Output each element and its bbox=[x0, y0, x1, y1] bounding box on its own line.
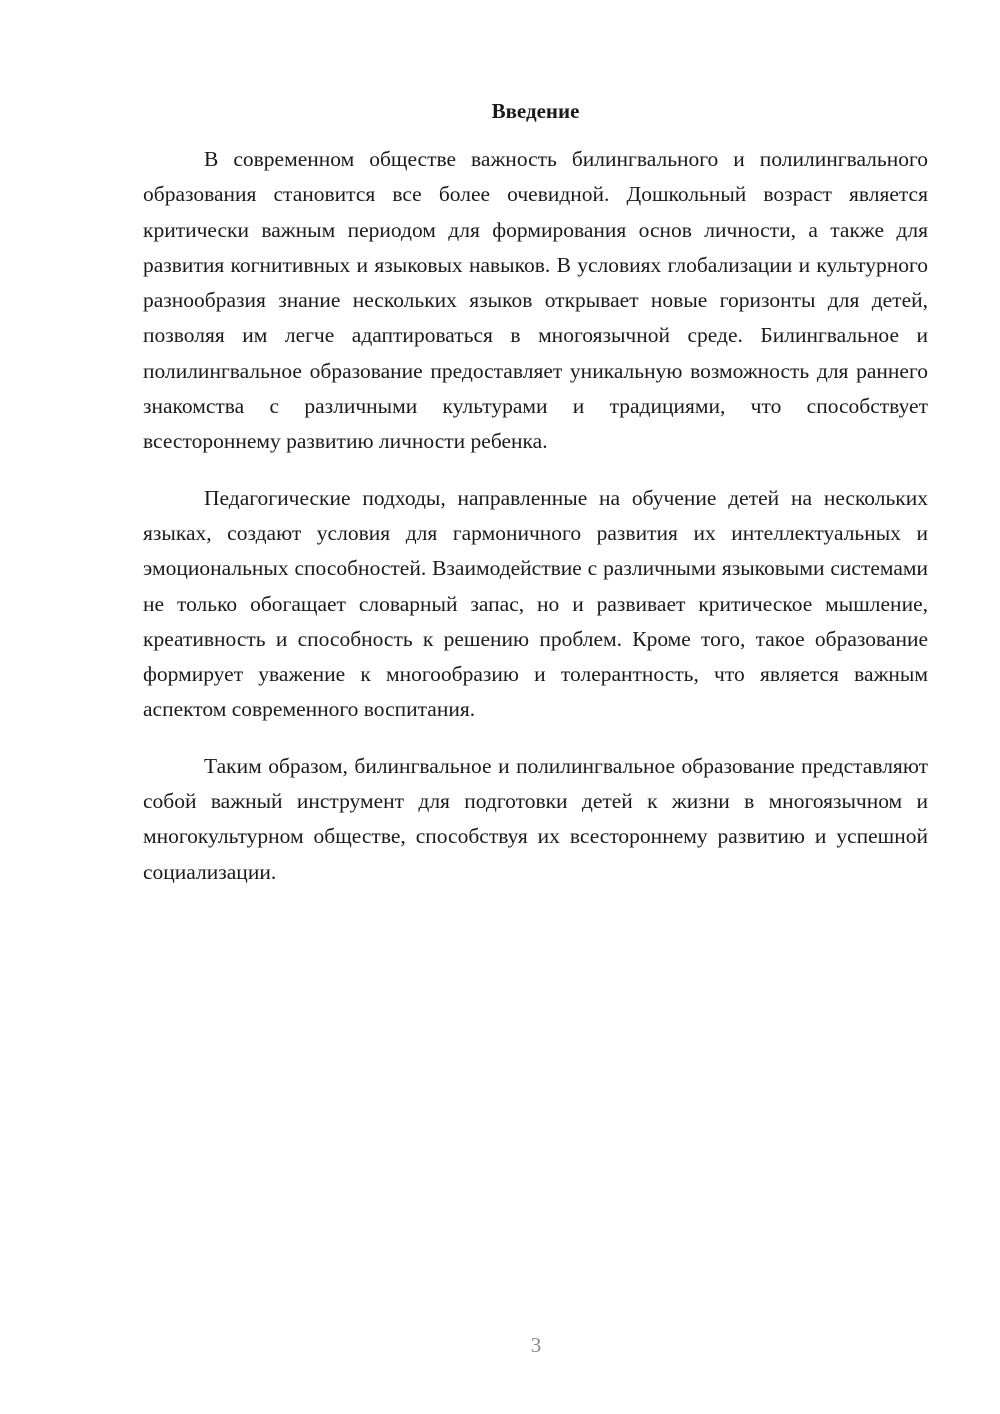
paragraph-3: Таким образом, билингвальное и полилингвальное образование представляют собой важный инструмент для подготовки детей к жизни в многоязычном и многокультурном обществе, способствуя их всестороннему развитию и успешной социализации. bbox=[143, 753, 928, 884]
body-text bbox=[143, 142, 928, 911]
paragraph-1: В современном обществе важность билингвального и полилингвального образования становится все более очевидной. Дошкольный возраст является критически важным периодом для формирования основ личности, а также для развития когнитивных и языковых навыков. В условиях глобализации и культурного разнообразия знание нескольких языков открывает новые горизонты для детей, позволяя им легче адаптироваться в многоязычной среде. Билингвальное и полилингвальное образование предоставляет уникальную возможность для раннего знакомства с различными культурами и традициями, что способствует всестороннему развитию личности ребенка. bbox=[143, 147, 928, 454]
paragraph-2: Педагогические подходы, направленные на обучение детей на нескольких языках, создают условия для гармоничного развития их интеллектуальных и эмоциональных способностей. Взаимодействие с различными языковыми системами не только обогащает словарный запас, но и развивает критическое мышление, креативность и способность к решению проблем. Кроме того, такое образование формирует уважение к многообразию и толерантность, что является важным аспектом современного воспитания. bbox=[143, 485, 928, 722]
page-title: Введение bbox=[491, 99, 580, 123]
page-number: 3 bbox=[530, 1333, 542, 1357]
